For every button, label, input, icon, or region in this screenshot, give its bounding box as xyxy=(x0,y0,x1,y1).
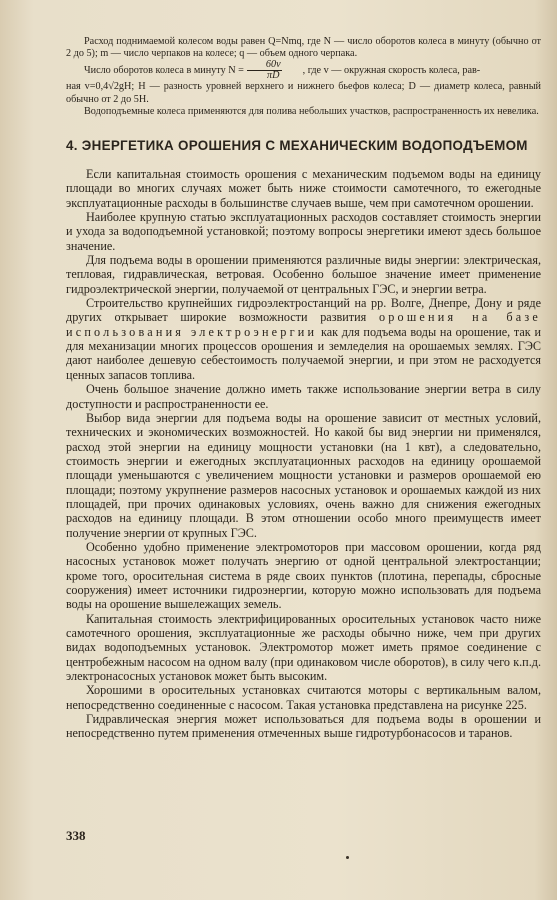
section-heading: 4. ЭНЕРГЕТИКА ОРОШЕНИЯ С МЕХАНИЧЕСКИМ ВОДОПОДЪЕМОМ xyxy=(66,138,528,154)
text-paragraph: Хорошими в оросительных установках считаются моторы с вертикальным валом, непосредственно соединенные с насосом. Такая установка представлена на рисунке 225. xyxy=(66,683,541,712)
fraction xyxy=(247,60,282,81)
text-paragraph: Расход поднимаемой колесом воды равен Q=Nmq, где N — число оборотов колеса в минуту (обычно от 2 до 5); m — число черпаков на колесе; q — объем одного черпака. xyxy=(66,36,541,60)
text-paragraph: Выбор вида энергии для подъема воды на орошение зависит от местных условий, технических и экономических возможностей. Но какой бы вид энергии ни применялся, расход этой энергии на единицу мощности установки (на 1 квт), а следовательно, стоимость энергии и ежегодных эксплуатационных расходов на единицу орошаемой площади уменьшаются с увеличением мощности установки и размеров орошаемой ею площади; поэтому укрупнение размеров насосных установок и орошаемых каждой из них площадей, при прочих одинаковых условиях, очень важно для снижения ежегодных расходов на единицу площади. В этом отношении особо много преимуществ имеет получение энергии от крупных ГЭС. xyxy=(66,410,541,540)
text-paragraph xyxy=(66,296,541,382)
text-run: Строительство крупнейших гидроэлектростанций на рр. Волге, Днепре, Дону и ряде других открывает широкие возможности развития xyxy=(66,296,541,325)
fraction-denominator: πD xyxy=(267,70,280,82)
text-paragraph: ная v=0,4√2gH; H — разность уровней верхнего и нижнего бьефов колеса; D — диаметр колеса, равный обычно от 2 до 5H. xyxy=(66,81,541,105)
text-paragraph: Гидравлическая энергия может использоваться для подъема воды в орошении и непосредственно путем применения отмеченных выше гидротурбонасосов и таранов. xyxy=(66,712,541,741)
text-paragraph: Для подъема воды в орошении применяются различные виды энергии: электрическая, тепловая, гидравлическая, ветровая. Особенно большое значение имеет применение гидроэлектрической энергии, получаемой от центральных ГЭС, и энергии ветра. xyxy=(66,253,541,296)
formula-line xyxy=(66,60,541,81)
text-paragraph: Наиболее крупную статью эксплуатационных расходов составляет стоимость энергии и ухода за водоподъемной установкой; поэтому вопросы энергетики имеют здесь большое значение. xyxy=(66,210,541,253)
emphasized-text: орошения на базе использования электроэнергии xyxy=(66,310,542,339)
text-paragraph: Если капитальная стоимость орошения с механическим подъемом воды на единицу площади во многих случаях может быть ниже стоимости самотечного, то ежегодные эксплуатационные расходы в большинстве случаев выше, чем при самотечном орошении. xyxy=(66,167,541,210)
text-paragraph: Очень большое значение должно иметь также использование энергии ветра в силу доступности и распространенности ее. xyxy=(66,382,541,411)
fraction-numerator: 60v xyxy=(247,60,282,71)
page-number: 338 xyxy=(66,828,86,843)
formula-text: Число оборотов колеса в минуту N = xyxy=(84,64,244,76)
text-paragraph: Водоподъемные колеса применяются для полива небольших участков, распространенность их невелика. xyxy=(84,105,539,117)
text-paragraph: Капитальная стоимость электрифицированных оросительных установок часто ниже самотечного орошения, эксплуатационные же расходы обычно ниже, чем при других видах водоподъемных установок. Электромотор может иметь прямое соединение с центробежным насосом на одном валу (при одинаковом числе оборотов), в силу чего к.п.д. электронасосных установок может быть высоким. xyxy=(66,611,541,684)
print-speck xyxy=(346,856,349,859)
text-run: как для подъема воды на орошение, так и для механизации многих процессов орошения и земледелия на орошаемых землях. ГЭС дают наиболее дешевую себестоимость получаемой энергии, и при этом не расходуется ценных запасов топлива. xyxy=(66,324,541,382)
formula-text: , где v — окружная скорость колеса, рав- xyxy=(302,64,481,76)
text-paragraph: Особенно удобно применение электромоторов при массовом орошении, когда ряд насосных установок может получать энергию от одной центральной электростанции; кроме того, оросительная система в ряде своих пунктов (плотина, перепады, сбросные сооружения) имеет источники гидроэнергии, которую можно использовать для подъема воды на орошение вышележащих земель. xyxy=(66,539,541,612)
body-text xyxy=(66,167,541,741)
formula-block xyxy=(66,36,541,118)
